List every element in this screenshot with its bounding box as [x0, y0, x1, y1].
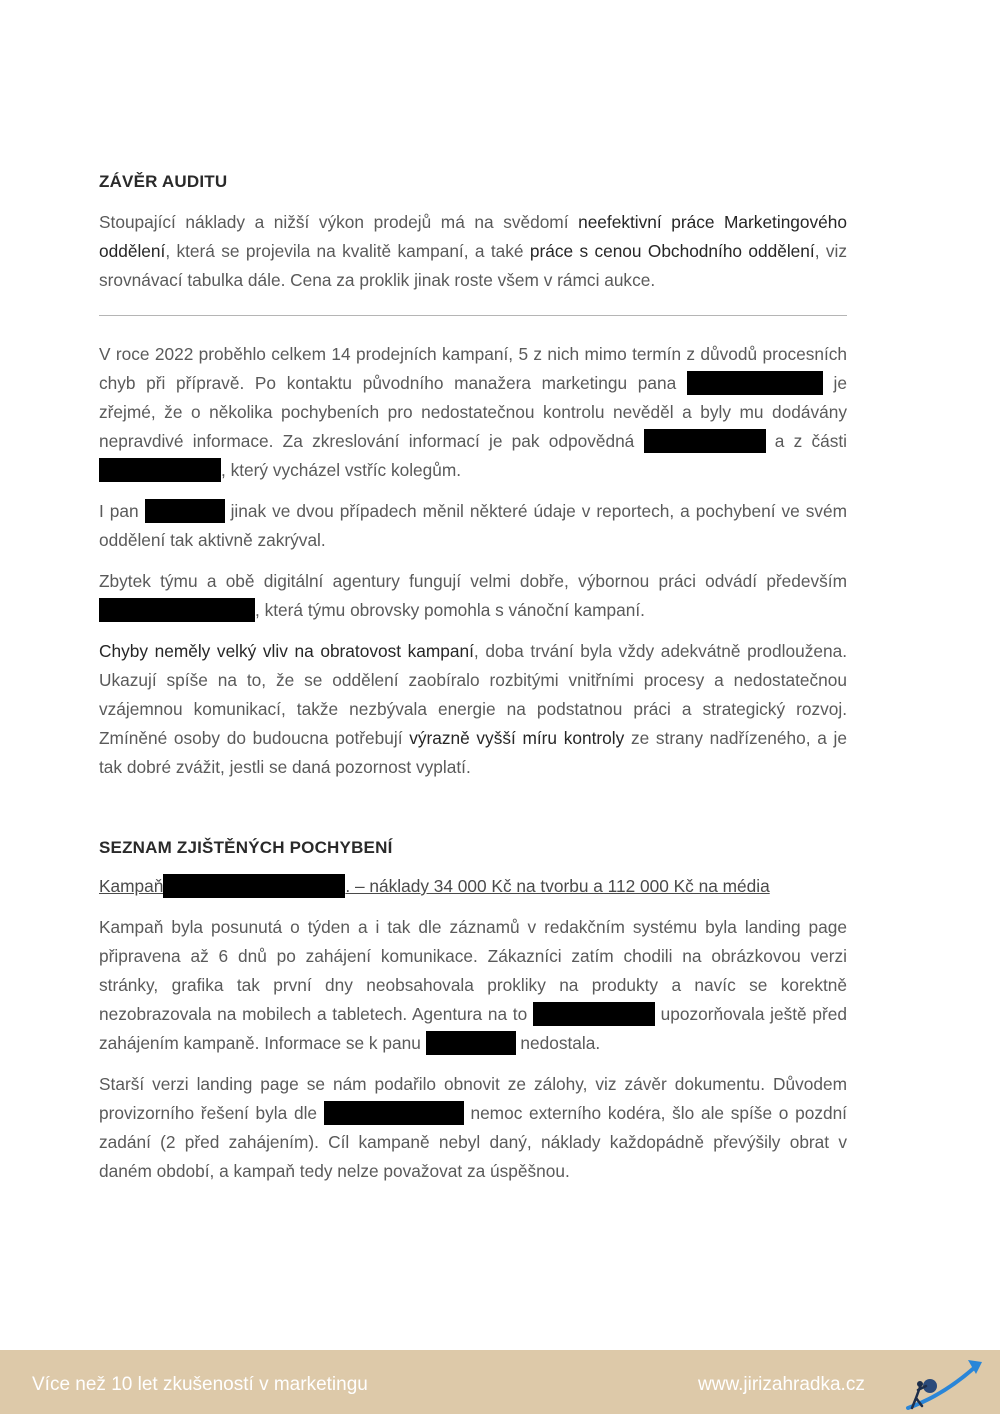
redacted-name	[426, 1031, 516, 1055]
redacted-name	[644, 429, 688, 453]
footer-tagline: Více než 10 let zkušeností v marketingu	[32, 1374, 368, 1395]
paragraph-summary: Stoupající náklady a nižší výkon prodejů má na svědomí neefektivní práce Marketingového oddělení, která se projevila na kvalitě kampaní, a také práce s cenou Obchodního oddělení, viz srovnávací tabulka dále. Cena za proklik jinak roste všem v rámci aukce.	[99, 212, 847, 290]
footer-bar	[0, 1350, 1000, 1414]
section-heading-findings-list: SEZNAM ZJIŠTĚNÝCH POCHYBENÍ	[99, 838, 393, 857]
redacted-name	[533, 1002, 655, 1026]
paragraph-errors-impact: Chyby neměly velký vliv na obratovost kampaní, doba trvání byla vždy adekvátně prodloužena. Ukazují spíše na to, že se oddělení zaobíralo rozbitými vnitřními procesy a nedostatečnou vzájemnou komunikací, takže nezbývala energie na podstatnou práci a strategický rozvoj. Zmíněné osoby do budoucna potřebují výrazně vyšší míru kontroly ze strany nadřízeného, a je tak dobré zvážit, jestli se daná pozornost vyplatí.	[99, 641, 847, 777]
paragraph-campaign-delay: Kampaň byla posunutá o týden a i tak dle záznamů v redakčním systému byla landing page připravena až 6 dnů po zahájení komunikace. Zákazníci zatím chodili na obrázkovou verzi stránky, grafika tak první dny neobsahovala prokliky na produkty a navíc se korektně nezobrazovala na mobilech a tabletech. Agentura na to upozorňovala ještě před zahájením kampaně. Informace se k panu nedostala.	[99, 917, 847, 1053]
footer-website-link[interactable]: www.jirizahradka.cz	[698, 1374, 865, 1395]
redacted-name	[687, 371, 749, 395]
campaign-title: Kampaň . – náklady 34 000 Kč na tvorbu a 112 000 Kč na média	[99, 876, 770, 896]
redacted-name	[324, 1101, 464, 1125]
person-pushing-ball-up-arrow-icon	[902, 1356, 984, 1412]
redacted-name	[688, 429, 766, 453]
redacted-campaign-name	[163, 874, 345, 898]
redacted-name	[99, 598, 255, 622]
redacted-name	[749, 371, 823, 395]
paragraph-reports: I pan jinak ve dvou případech měnil některé údaje v reportech, a pochybení ve svém oddělení tak aktivně zakrýval.	[99, 501, 847, 550]
paragraph-landing-page: Starší verzi landing page se nám podařilo obnovit ze zálohy, viz závěr dokumentu. Důvodem provizorního řešení byla dle nemoc externího kodéra, šlo ale spíše o pozdní zadání (2 před zahájením). Cíl kampaně nebyl daný, náklady každopádně převýšily obrat v daném období, a kampaň tedy nelze považovat za úspěšnou.	[99, 1074, 847, 1181]
redacted-name	[145, 499, 225, 523]
paragraph-campaigns-2022: V roce 2022 proběhlo celkem 14 prodejních kampaní, 5 z nich mimo termín z důvodů procesních chyb při přípravě. Po kontaktu původního manažera marketingu pana je zřejmé, že o několika pochybeních pro nedostatečnou kontrolu nevěděl a byly mu dodávány nepravdivé informace. Za zkreslování informací je pak odpovědná a z části , který vycházel vstříc kolegům.	[99, 344, 847, 480]
divider-line	[99, 315, 847, 316]
redacted-name	[99, 458, 221, 482]
document-body	[99, 172, 847, 1198]
section-heading-audit-conclusion: ZÁVĚR AUDITU	[99, 172, 228, 191]
paragraph-team: Zbytek týmu a obě digitální agentury fungují velmi dobře, výbornou práci odvádí především , která týmu obrovsky pomohla s vánoční kampaní.	[99, 571, 847, 620]
